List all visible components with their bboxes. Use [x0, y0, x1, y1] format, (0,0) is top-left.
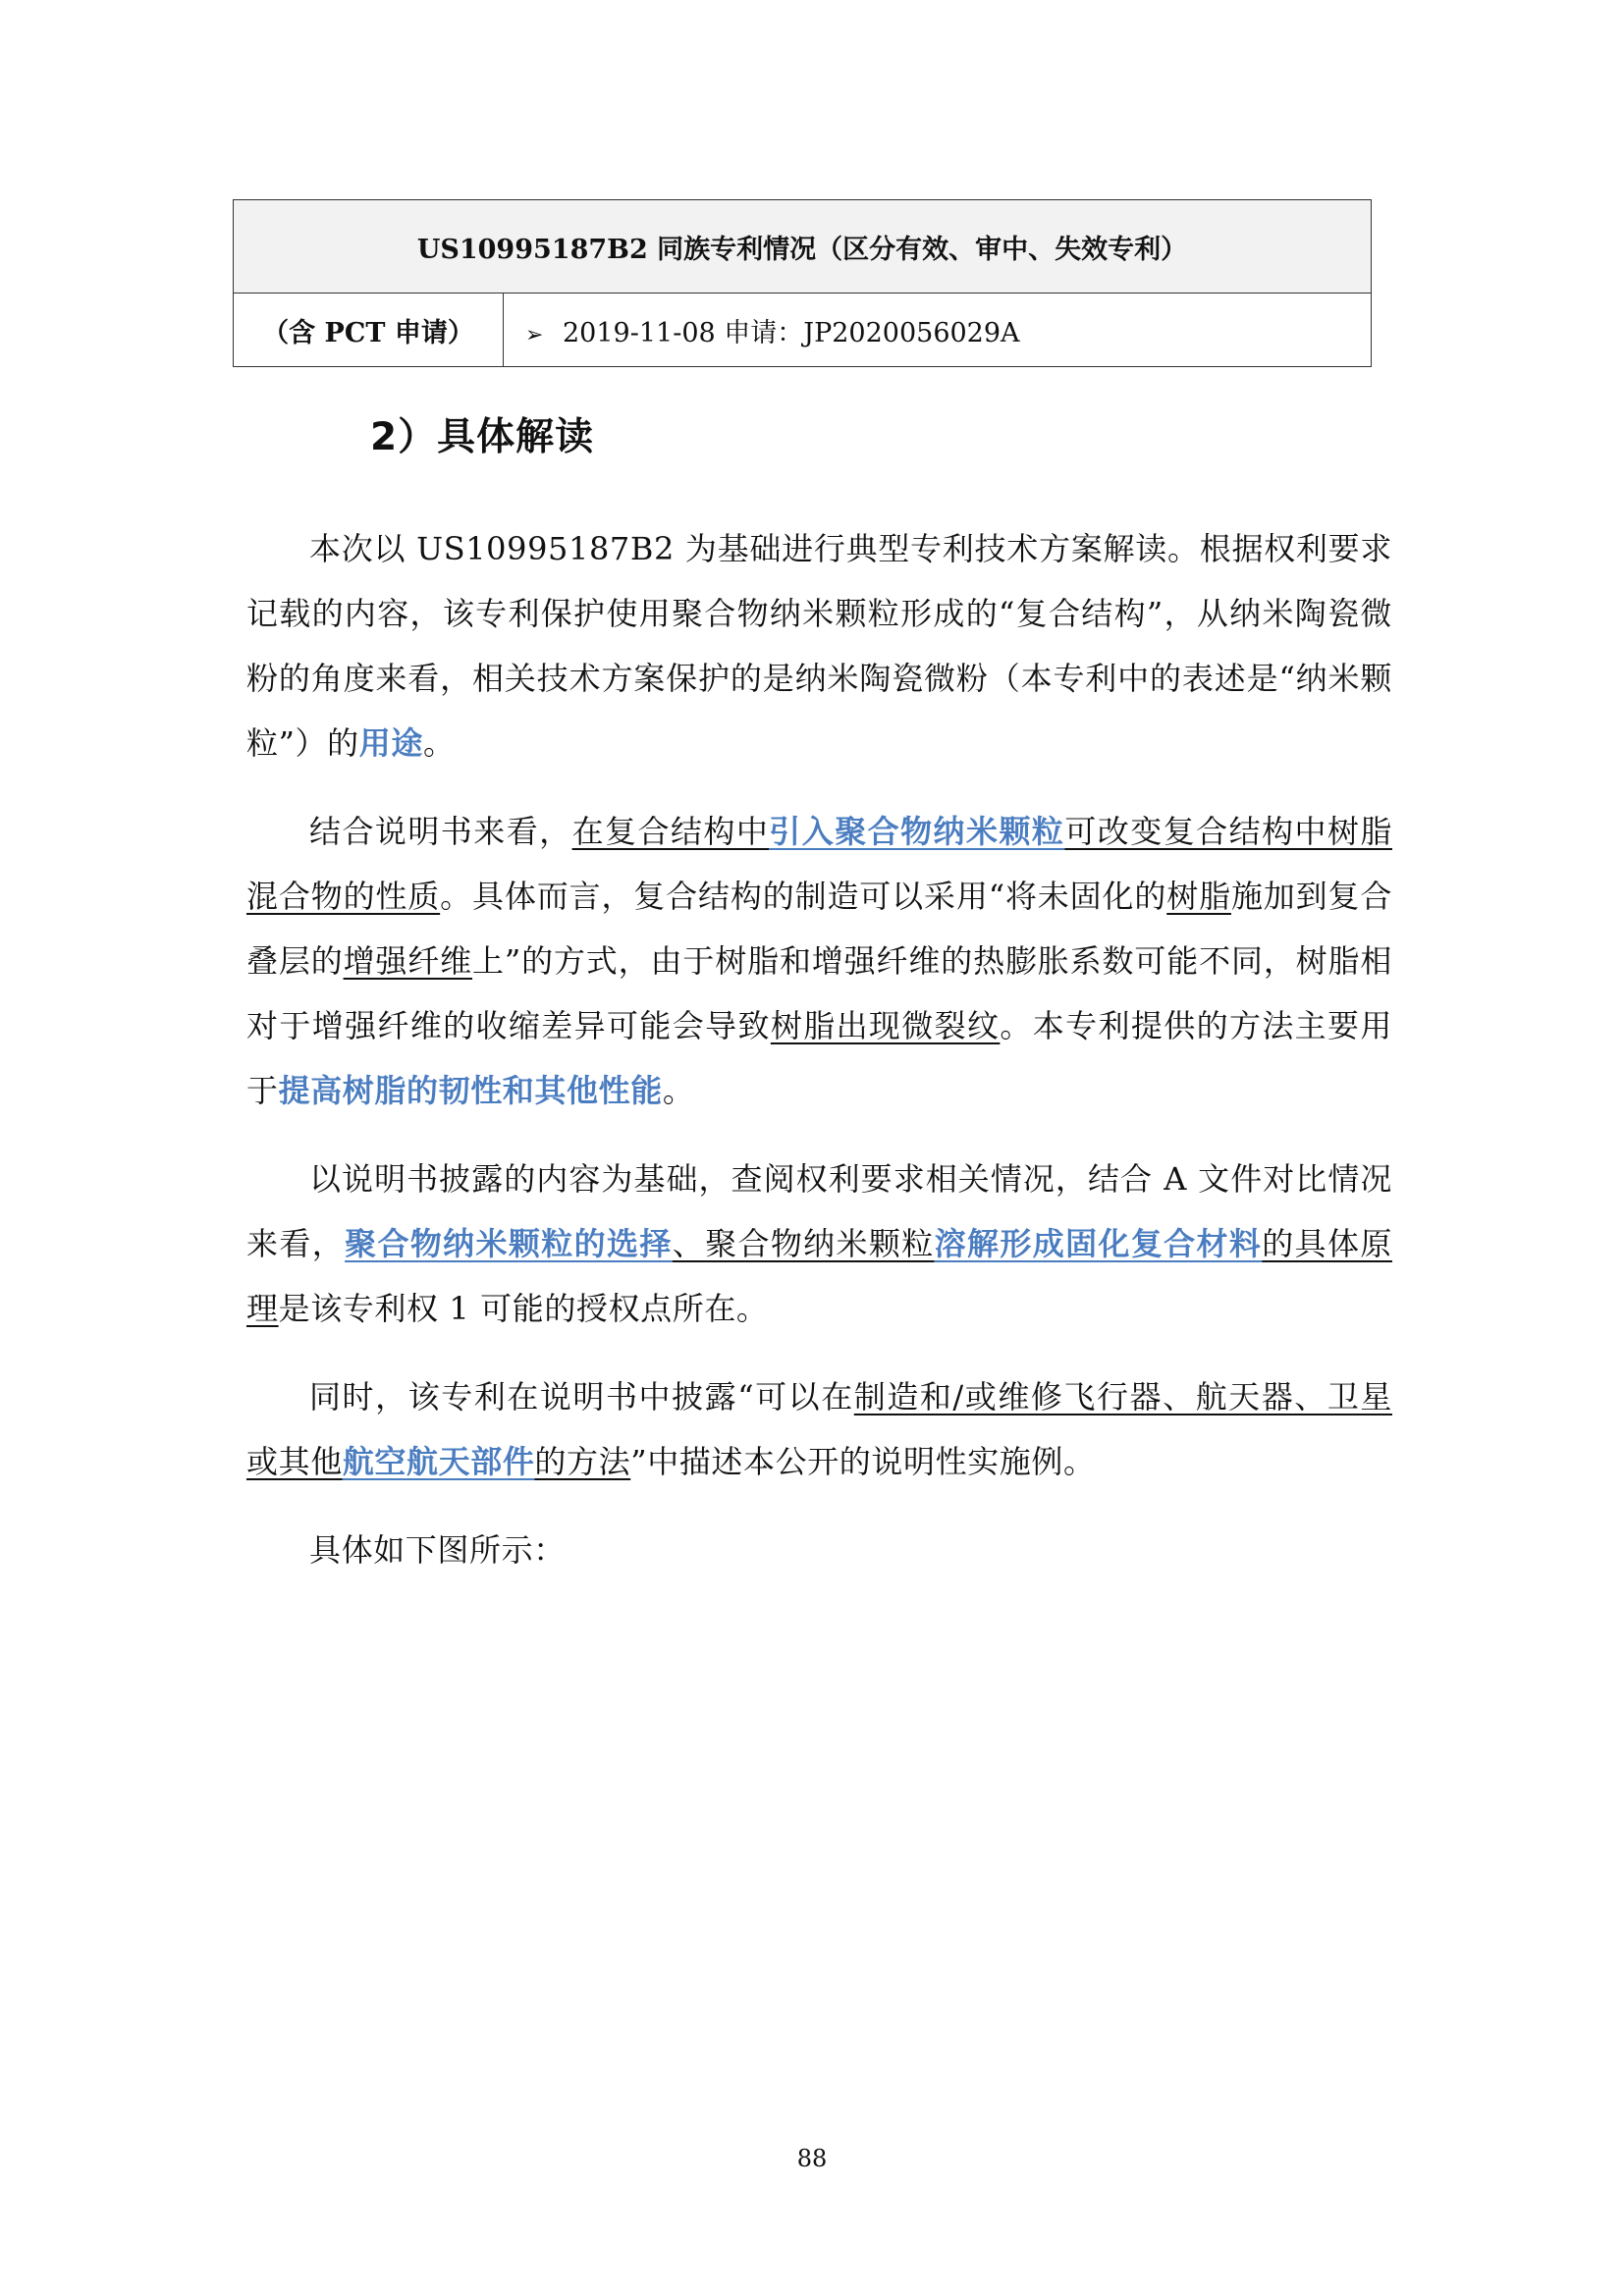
text-run: 。 — [422, 724, 456, 762]
paragraph-5 — [246, 1518, 1392, 1582]
table-row — [234, 294, 1372, 367]
text-run: 。本专利提供的方法主要用于 — [246, 1007, 1393, 1109]
text-run: 施加到复合叠层的 — [246, 878, 1392, 980]
highlight-link[interactable]: 引入聚合物纳米颗粒 — [769, 813, 1065, 850]
highlight-link[interactable]: 用途 — [358, 724, 423, 762]
paragraph-2 — [246, 799, 1392, 1123]
text-run: 是该专利权 1 可能的授权点所在。 — [278, 1290, 769, 1327]
underlined-text: 树脂出现微裂纹 — [770, 1007, 1001, 1044]
patent-family-table — [233, 199, 1372, 367]
text-run: ”中描述本公开的说明性实施例。 — [630, 1443, 1096, 1480]
underlined-text: 的具体原理 — [246, 1225, 1392, 1327]
text-run: 。 — [662, 1072, 695, 1109]
highlight-link[interactable]: 提高树脂的韧性和其他性能 — [278, 1072, 663, 1109]
highlight-link[interactable]: 航空航天部件 — [342, 1443, 535, 1480]
section-title: 2）具体解读 — [370, 415, 595, 459]
paragraph-3 — [246, 1147, 1392, 1341]
underlined-text: 、聚合物纳米颗粒 — [672, 1225, 935, 1262]
text-run: 。具体而言，复合结构的制造可以采用“将未固化的 — [440, 878, 1167, 915]
table-header-row — [234, 200, 1372, 294]
text-run: 以说明书披露的内容为基础，查阅权利要求相关情况，结合 A 文件对比情况来看， — [246, 1160, 1392, 1262]
body-text — [246, 516, 1392, 1606]
underlined-text: 可改变复合结构中树脂混合物的性质 — [246, 813, 1392, 915]
underlined-text: 树脂 — [1166, 878, 1231, 915]
text-run: 同时，该专利在说明书中披露“可以在 — [309, 1378, 854, 1415]
underlined-text: 的方法 — [534, 1443, 631, 1480]
text-run: 本次以 US10995187B2 为基础进行典型专利技术方案解读。根据权利要求记载的内容，该专利保护使用聚合物纳米颗粒形成的“复合结构”，从纳米陶瓷微粉的角度来看，相关技术方案保护的是纳米陶瓷微粉（本专利中的表述是“纳米颗粒”）的 — [246, 530, 1392, 762]
pct-label-cell: （含 PCT 申请） — [234, 294, 504, 367]
underlined-text: 增强纤维 — [343, 942, 473, 980]
text-run: 具体如下图所示： — [309, 1531, 566, 1569]
paragraph-4 — [246, 1364, 1392, 1494]
underlined-text: 在复合结构中 — [571, 813, 770, 850]
page-number: 88 — [796, 2145, 828, 2172]
arrow-bullet-icon: ➢ — [525, 322, 544, 347]
highlight-link[interactable]: 溶解形成固化复合材料 — [934, 1225, 1263, 1262]
text-run: 结合说明书来看， — [309, 813, 572, 850]
family-entry-cell — [504, 294, 1372, 367]
underlined-text: 制造和/或维修飞行器、航天器、卫星或其他 — [246, 1378, 1392, 1480]
table-title: US10995187B2 同族专利情况（区分有效、审中、失效专利） — [234, 200, 1372, 294]
paragraph-1 — [246, 516, 1392, 775]
text-run: 上”的方式，由于树脂和增强纤维的热膨胀系数可能不同，树脂相对于增强纤维的收缩差异可能会导致 — [246, 942, 1392, 1044]
family-entry-text: 2019-11-08 申请：JP2020056029A — [563, 317, 1020, 348]
highlight-link[interactable]: 聚合物纳米颗粒的选择 — [345, 1225, 673, 1262]
